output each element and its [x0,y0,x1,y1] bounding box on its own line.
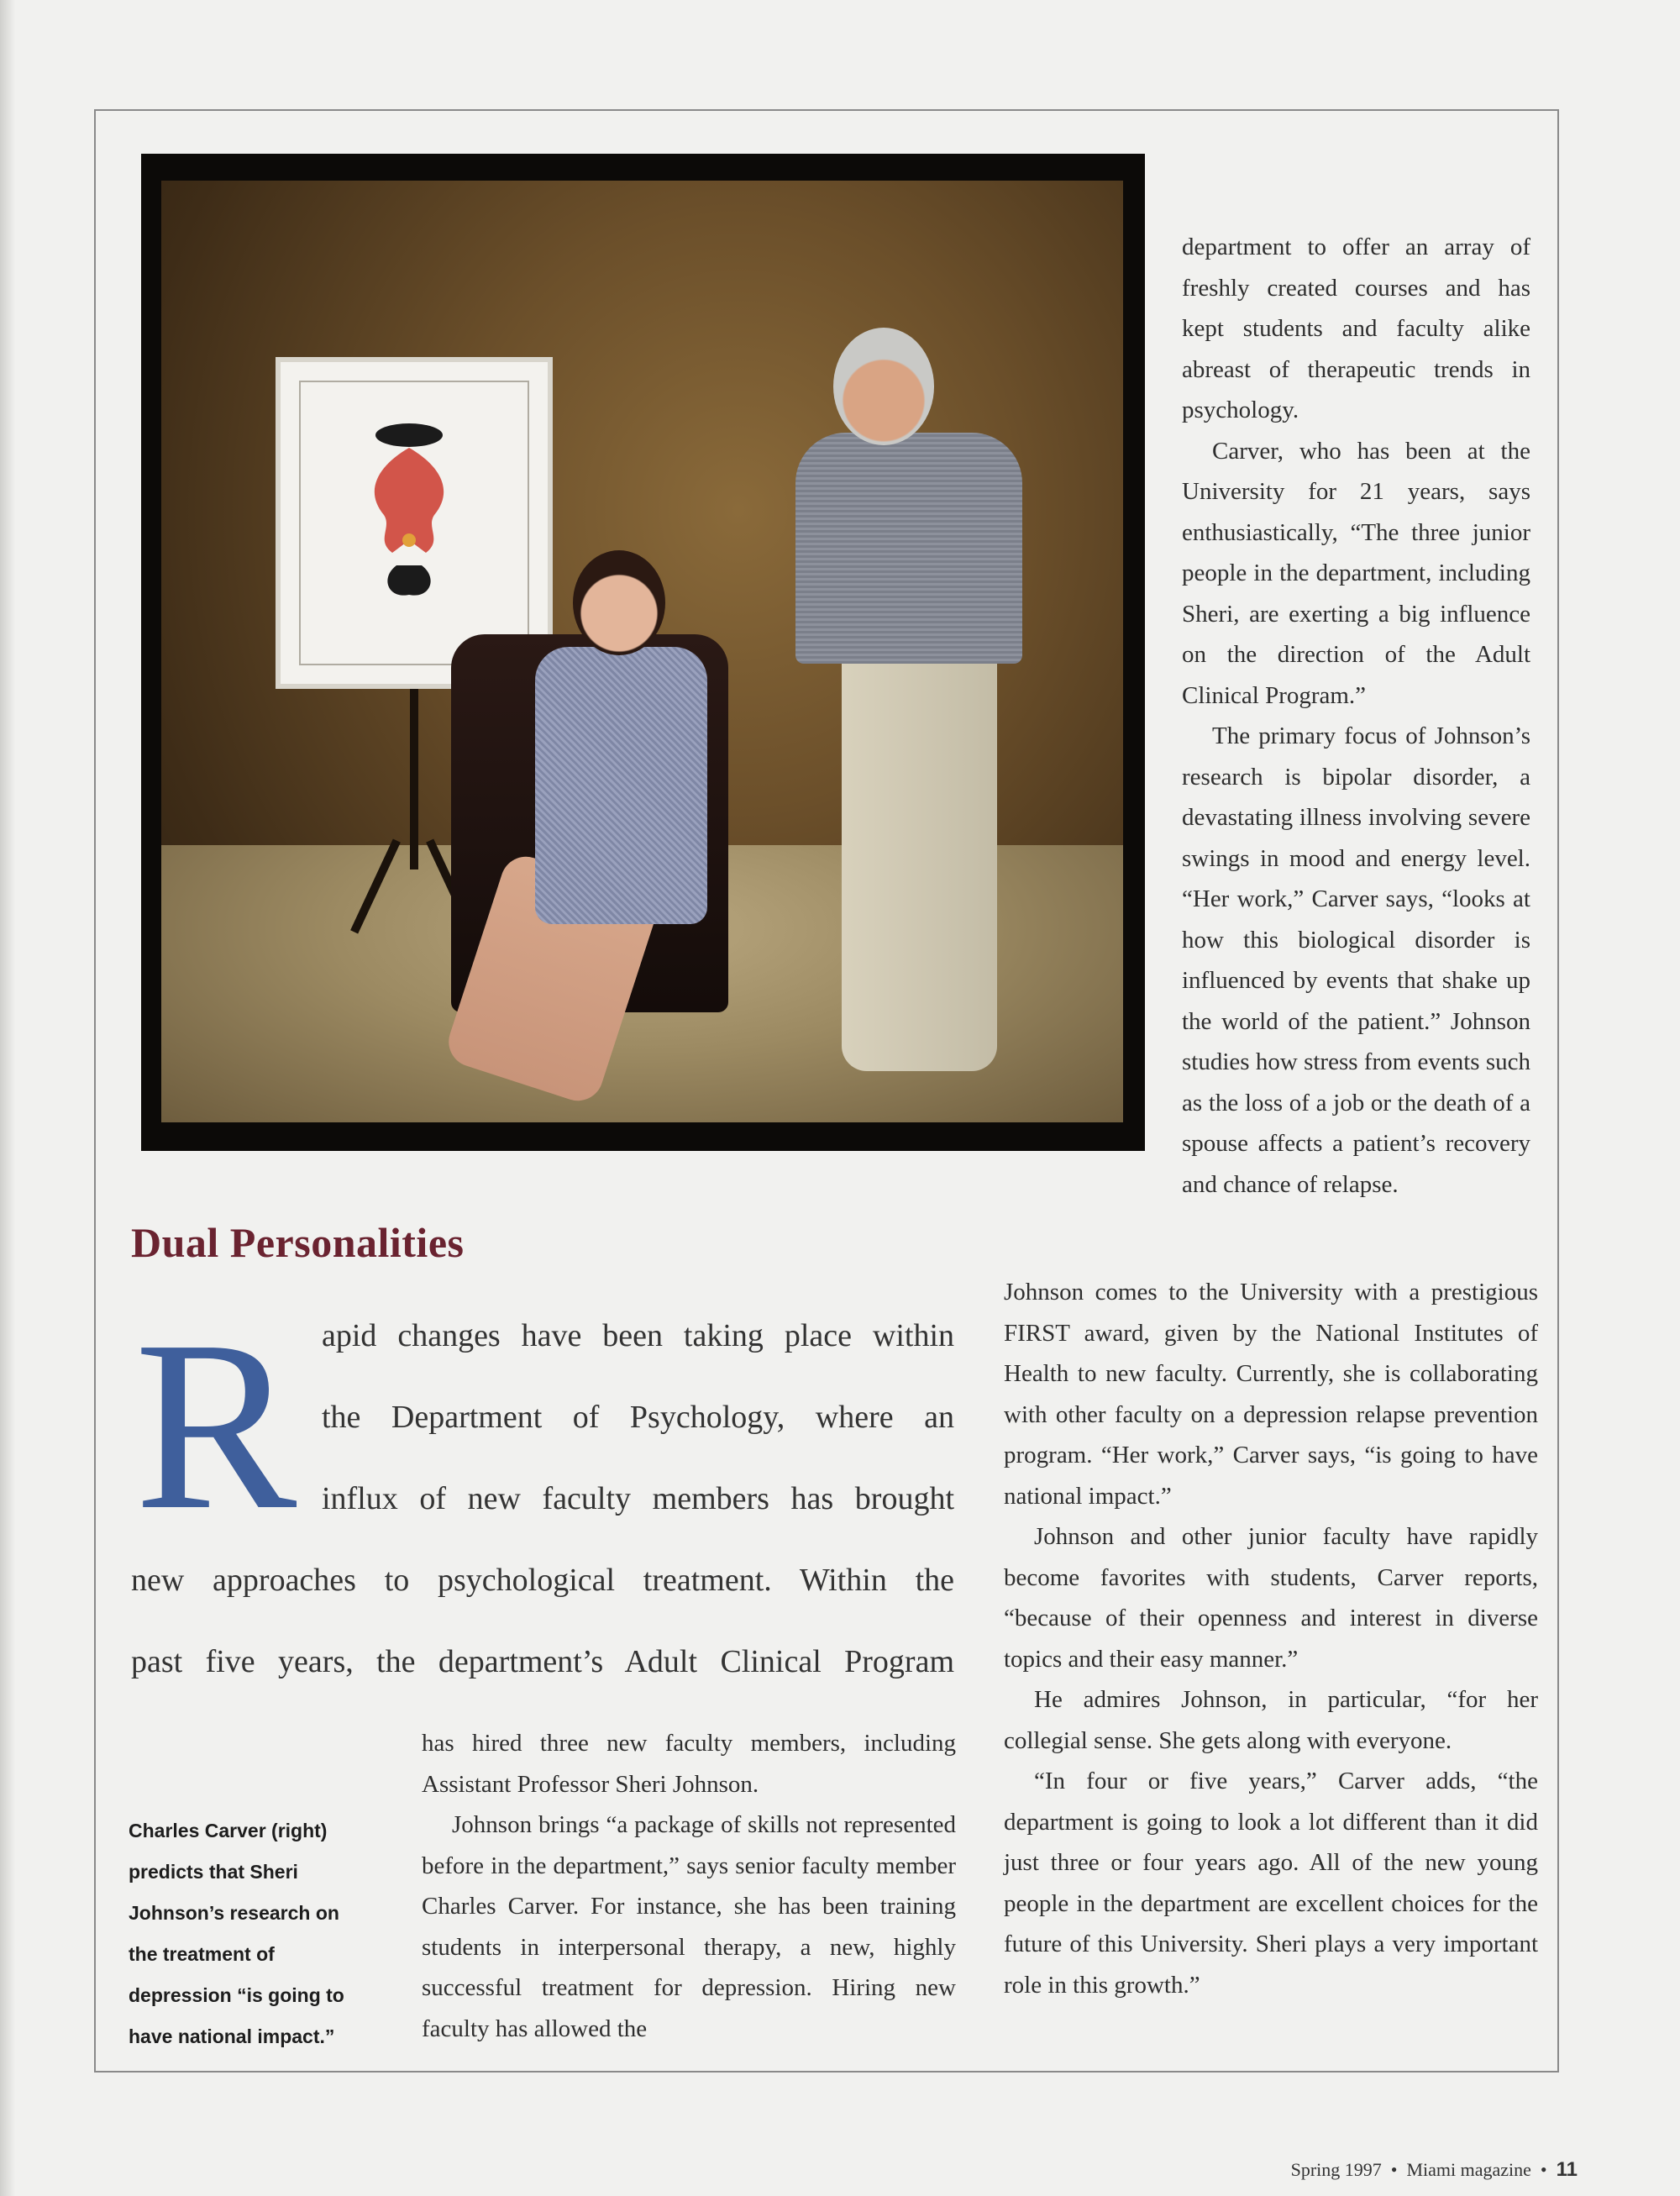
lead-line: apid changes have been taking place within [322,1318,954,1353]
paragraph: He admires Johnson, in particular, “for her collegial sense. She gets along with everyone. [1004,1686,1538,1754]
paragraph: “In four or five years,” Carver adds, “the department is going to look a lot different than it did just three or four years ago. All of the new young people in the department are excellent choices for the future of this University. Sheri plays a very important role in this growth.” [1004,1768,1538,1999]
lead-paragraph-indented [322,1295,954,1540]
woman-dress [535,647,707,924]
man-head [833,328,934,445]
portrait-photo [141,154,1145,1151]
lead-line: past five years, the department’s Adult Clinical Program [131,1644,954,1679]
paragraph: Johnson and other junior faculty have rapidly become favorites with students, Carver reports, “because of their openness and interest in diverse topics and their easy manner.” [1004,1523,1538,1673]
folio-magazine: Miami magazine [1406,2159,1531,2180]
lead-line: influx of new faculty members has brought [322,1481,954,1516]
paragraph: Carver, who has been at the University for 21 years, says enthusiastically, “The three junior people in the department, including Sheri, are exerting a big influence on the direction of the Adult Clinical Program.” [1182,437,1530,709]
drop-cap: R [134,1290,297,1560]
easel-leg [410,685,418,869]
folio-separator: • [1540,2159,1547,2180]
body-column-right-bottom [1004,1272,1538,2005]
lead-line: the Department of Psychology, where an [322,1400,954,1435]
photo-scene [161,181,1123,1122]
article-headline: Dual Personalities [131,1219,465,1266]
folio-separator: • [1390,2159,1398,2180]
paragraph: The primary focus of Johnson’s research is bipolar disorder, a devastating illness involving severe swings in mood and energy level. “Her work,” Carver says, “looks at how this biological disorder is influenced by events that shake up the world of the patient.” Johnson studies how stress from events such as the loss of a job or the death of a spouse affects a patient’s recovery and chance of relapse. [1182,722,1530,1198]
page-edge-shadow [0,0,15,2196]
photo-caption: Charles Carver (right) predicts that Sheri Johnson’s research on the treatment of depression “is going to have national impact.” [129,1820,344,2047]
lead-paragraph-full [131,1540,954,1703]
folio-issue: Spring 1997 [1290,2159,1382,2180]
man-trousers [842,651,997,1071]
woman-head [573,550,665,655]
page-number: 11 [1556,2158,1578,2181]
paragraph: has hired three new faculty members, including Assistant Professor Sheri Johnson. [422,1730,956,1798]
paragraph: Johnson comes to the University with a prestigious FIRST award, given by the National Institutes of Health to new faculty. Currently, she is collaborating with other faculty on a depression relapse prevention program. “Her work,” Carver says, “is going to have national impact.” [1004,1279,1538,1510]
body-column-middle [422,1723,956,2049]
paragraph: Johnson brings “a package of skills not represented before in the department,” says senior faculty member Charles Carver. For instance, she has been training students in interpersonal therapy, a new, highly successful treatment for depression. Hiring new faculty has allowed the [422,1811,956,2042]
page-folio [1291,2158,1578,2182]
inkblot-icon [346,414,472,616]
paragraph: department to offer an array of freshly created courses and has kept students and faculty alike abreast of therapeutic trends in psychology. [1182,234,1530,423]
man-shirt [795,433,1022,664]
lead-line: new approaches to psychological treatment. Within the [131,1563,954,1598]
body-column-right-top [1182,227,1530,1205]
